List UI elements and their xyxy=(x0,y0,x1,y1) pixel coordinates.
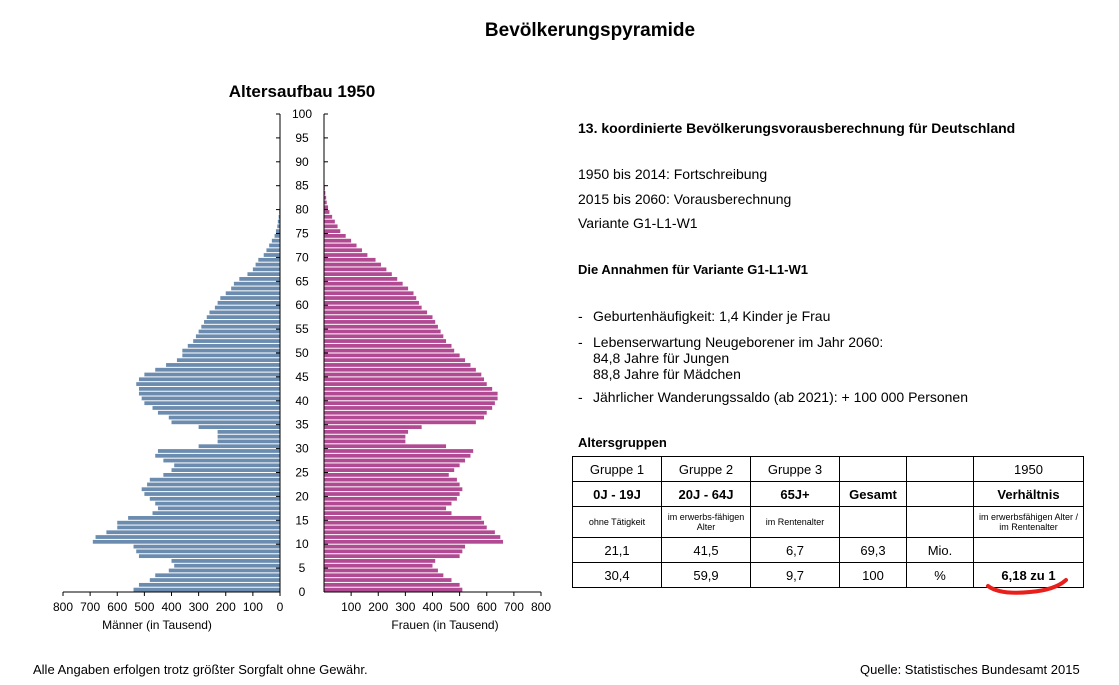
female-bar xyxy=(324,267,386,271)
age-tick-label: 50 xyxy=(295,346,309,360)
male-bar xyxy=(158,449,280,453)
male-bar xyxy=(155,454,280,458)
male-bar xyxy=(209,310,280,314)
male-bar xyxy=(218,435,280,439)
male-bar xyxy=(276,229,280,233)
table-cell: 21,1 xyxy=(573,538,662,563)
table-cell: % xyxy=(907,563,974,588)
x-tick-label: 400 xyxy=(161,600,182,614)
projection-heading: 13. koordinierte Bevölkerungsvorausberechnung für Deutschland xyxy=(578,120,1016,136)
female-bar xyxy=(324,368,476,372)
female-bar xyxy=(324,277,397,281)
table-row xyxy=(573,507,1084,538)
age-groups-heading: Altersgruppen xyxy=(578,435,667,450)
female-bar xyxy=(324,425,422,429)
female-bar xyxy=(324,397,498,401)
female-bar xyxy=(324,468,454,472)
male-bar xyxy=(153,511,280,515)
male-bar xyxy=(182,349,280,353)
table-row xyxy=(573,563,1084,588)
female-bar xyxy=(324,487,462,491)
female-bar xyxy=(324,229,340,233)
female-bar xyxy=(324,306,422,310)
female-bar xyxy=(324,559,435,563)
female-bar xyxy=(324,588,462,592)
x-tick-label: 100 xyxy=(242,600,263,614)
male-bar xyxy=(199,444,280,448)
male-bar xyxy=(266,248,280,252)
female-bar xyxy=(324,430,408,434)
x-tick-label: 800 xyxy=(52,600,74,614)
table-cell xyxy=(840,457,907,482)
female-bar xyxy=(324,435,405,439)
male-bar xyxy=(199,330,280,334)
age-tick-label: 95 xyxy=(295,130,309,145)
male-bar xyxy=(204,320,280,324)
table-row xyxy=(573,538,1084,563)
male-bar xyxy=(199,425,280,429)
male-bar xyxy=(172,559,281,563)
male-bar xyxy=(207,315,280,319)
table-cell: ohne Tätigkeit xyxy=(573,507,662,538)
male-bar xyxy=(172,420,281,424)
table-cell: im erwerbs-fähigen Alter xyxy=(662,507,751,538)
male-bar xyxy=(169,416,280,420)
male-bar xyxy=(139,554,280,558)
female-bar xyxy=(324,258,376,262)
table-row xyxy=(573,482,1084,507)
table-cell: Gruppe 2 xyxy=(662,457,751,482)
female-bar xyxy=(324,272,392,276)
male-bar xyxy=(93,540,280,544)
female-bar xyxy=(324,497,457,501)
age-tick-label: 55 xyxy=(295,322,309,337)
male-bar xyxy=(269,244,280,248)
table-cell: 41,5 xyxy=(662,538,751,563)
female-bar xyxy=(324,234,346,238)
male-bar xyxy=(218,301,280,305)
female-bar xyxy=(324,239,351,243)
female-bar xyxy=(324,287,408,291)
male-bar xyxy=(136,549,280,553)
female-bar xyxy=(324,373,481,377)
male-bar xyxy=(234,282,280,286)
female-bar xyxy=(324,416,484,420)
female-bar xyxy=(324,406,492,410)
female-bar xyxy=(324,349,454,353)
age-groups-table xyxy=(572,456,1084,588)
male-bar xyxy=(139,583,280,587)
assumption-subline-boys: 84,8 Jahre für Jungen xyxy=(593,350,730,366)
female-bar xyxy=(324,521,484,525)
male-bar xyxy=(172,468,281,472)
table-cell: im Rentenalter xyxy=(751,507,840,538)
table-cell: im erwerbsfähigen Alter / im Rentenalter xyxy=(974,507,1084,538)
male-bar xyxy=(177,358,280,362)
age-tick-label: 70 xyxy=(295,250,309,265)
male-bar xyxy=(117,526,280,530)
female-bar xyxy=(324,377,484,381)
female-bar xyxy=(324,573,443,577)
female-bar xyxy=(324,282,403,286)
male-bar xyxy=(128,516,280,520)
female-bar xyxy=(324,325,438,329)
table-cell: 69,3 xyxy=(840,538,907,563)
assumption-text: Lebenserwartung Neugeborener im Jahr 2060: xyxy=(593,334,884,350)
female-bar xyxy=(324,540,503,544)
bullet-dash: - xyxy=(578,389,583,405)
x-tick-label: 300 xyxy=(188,600,209,614)
age-tick-label: 60 xyxy=(295,298,309,313)
male-bar xyxy=(144,401,280,405)
female-bar xyxy=(324,459,465,463)
x-tick-label: 700 xyxy=(80,600,101,614)
age-tick-label: 25 xyxy=(295,465,309,480)
table-cell: Mio. xyxy=(907,538,974,563)
female-bar xyxy=(324,253,367,257)
female-bar xyxy=(324,554,460,558)
female-bar xyxy=(324,339,446,343)
female-bar xyxy=(324,502,451,506)
male-bar xyxy=(174,463,280,467)
x-tick-label: 300 xyxy=(395,600,416,614)
female-bar xyxy=(324,526,487,530)
chart-title: Altersaufbau 1950 xyxy=(228,82,376,101)
table-cell: 6,7 xyxy=(751,538,840,563)
male-bar xyxy=(253,267,280,271)
female-bar xyxy=(324,454,470,458)
male-bar xyxy=(142,397,280,401)
assumption-subline-girls: 88,8 Jahre für Mädchen xyxy=(593,366,741,382)
male-bar xyxy=(220,296,280,300)
female-bar xyxy=(324,440,405,444)
table-cell: Gruppe 1 xyxy=(573,457,662,482)
male-bar xyxy=(153,406,280,410)
female-bar xyxy=(324,382,487,386)
x-tick-label: 800 xyxy=(530,600,552,614)
age-tick-label: 85 xyxy=(295,178,309,193)
male-bar xyxy=(215,306,280,310)
male-bar xyxy=(139,387,280,391)
assumption-text: Jährlicher Wanderungssaldo (ab 2021): + 100 000 Personen xyxy=(593,389,968,405)
female-bar xyxy=(324,492,460,496)
female-bar xyxy=(324,401,495,405)
female-bar xyxy=(324,473,449,477)
female-bar xyxy=(324,354,460,358)
info-line-1: 1950 bis 2014: Fortschreibung xyxy=(578,166,768,182)
female-bar xyxy=(324,478,457,482)
male-bar xyxy=(256,263,280,267)
table-cell xyxy=(907,457,974,482)
male-bar xyxy=(275,234,280,238)
male-bar xyxy=(134,588,280,592)
female-bar xyxy=(324,516,481,520)
female-bar xyxy=(324,363,470,367)
female-bar xyxy=(324,301,419,305)
population-pyramid-chart xyxy=(0,0,560,640)
age-tick-label: 15 xyxy=(295,513,309,528)
table-cell: 30,4 xyxy=(573,563,662,588)
female-bar xyxy=(324,564,433,568)
male-bar xyxy=(163,473,280,477)
male-bar xyxy=(142,487,280,491)
male-bar xyxy=(226,291,280,295)
x-tick-label: 0 xyxy=(276,600,284,614)
male-bar xyxy=(264,253,280,257)
x-axis-labels xyxy=(53,600,551,614)
table-cell: 100 xyxy=(840,563,907,588)
assumption-migration xyxy=(578,389,968,405)
age-tick-label: 80 xyxy=(295,202,309,217)
female-bar xyxy=(324,511,451,515)
age-tick-label: 90 xyxy=(295,154,309,169)
x-tick-label: 200 xyxy=(368,600,389,614)
age-tick-label: 45 xyxy=(295,369,309,384)
male-bar xyxy=(144,492,280,496)
female-bar xyxy=(324,344,451,348)
female-bar xyxy=(324,315,433,319)
age-axis-labels xyxy=(292,107,312,599)
male-bar xyxy=(182,354,280,358)
male-bar xyxy=(139,377,280,381)
female-bar xyxy=(324,330,441,334)
male-bars xyxy=(93,196,280,592)
info-line-3: Variante G1-L1-W1 xyxy=(578,215,698,231)
male-bar xyxy=(188,344,280,348)
female-bar xyxy=(324,578,451,582)
female-bar xyxy=(324,291,414,295)
age-tick-label: 30 xyxy=(295,441,309,456)
male-bar xyxy=(106,530,280,534)
female-axis-label: Frauen (in Tausend) xyxy=(391,618,499,632)
table-cell xyxy=(907,507,974,538)
info-line-2: 2015 bis 2060: Vorausberechnung xyxy=(578,191,792,207)
male-bar xyxy=(117,521,280,525)
table-row xyxy=(573,457,1084,482)
female-bar xyxy=(324,334,443,338)
bullet-dash: - xyxy=(578,308,583,324)
male-bar xyxy=(139,392,280,396)
male-bar xyxy=(163,459,280,463)
x-tick-label: 100 xyxy=(341,600,362,614)
male-bar xyxy=(193,339,280,343)
male-bar xyxy=(155,368,280,372)
female-bar xyxy=(324,392,498,396)
age-tick-label: 5 xyxy=(298,561,306,576)
male-bar xyxy=(136,382,280,386)
male-bar xyxy=(147,483,280,487)
male-axis-label: Männer (in Tausend) xyxy=(102,618,212,632)
table-cell: 65J+ xyxy=(751,482,840,507)
female-bar xyxy=(324,506,446,510)
male-bar xyxy=(166,363,280,367)
female-bar xyxy=(324,483,460,487)
male-bar xyxy=(247,272,280,276)
assumptions-heading: Die Annahmen für Variante G1-L1-W1 xyxy=(578,262,808,277)
x-tick-label: 600 xyxy=(107,600,128,614)
female-bar xyxy=(324,583,460,587)
male-bar xyxy=(201,325,280,329)
table-cell: Verhältnis xyxy=(974,482,1084,507)
table-cell xyxy=(974,538,1084,563)
male-bar xyxy=(134,545,280,549)
table-cell: 9,7 xyxy=(751,563,840,588)
age-tick-label: 10 xyxy=(295,537,309,552)
x-tick-label: 700 xyxy=(503,600,524,614)
table-cell: 1950 xyxy=(974,457,1084,482)
female-bar xyxy=(324,569,438,573)
female-bar xyxy=(324,310,427,314)
female-bar xyxy=(324,205,328,209)
male-bar xyxy=(218,430,280,434)
ratio-value: 6,18 zu 1 xyxy=(974,563,1084,588)
assumption-fertility xyxy=(578,308,830,324)
male-bar xyxy=(231,287,280,291)
x-tick-label: 600 xyxy=(476,600,497,614)
bullet-dash: - xyxy=(578,334,583,350)
female-bar xyxy=(324,220,335,224)
male-bar xyxy=(150,578,280,582)
table-cell xyxy=(840,507,907,538)
female-bar xyxy=(324,210,329,214)
x-tick-label: 500 xyxy=(449,600,470,614)
female-bar xyxy=(324,248,362,252)
female-bar xyxy=(324,535,500,539)
male-bar xyxy=(218,440,280,444)
age-tick-label: 0 xyxy=(298,585,306,599)
male-bar xyxy=(150,478,280,482)
table-cell: 59,9 xyxy=(662,563,751,588)
age-tick-label: 20 xyxy=(295,489,309,504)
female-bar xyxy=(324,463,460,467)
assumption-life-expectancy xyxy=(578,334,883,382)
male-bar xyxy=(155,573,280,577)
age-tick-label: 75 xyxy=(295,226,309,241)
table-cell: Gesamt xyxy=(840,482,907,507)
female-bar xyxy=(324,530,495,534)
assumption-text: Geburtenhäufigkeit: 1,4 Kinder je Frau xyxy=(593,308,831,324)
female-bar xyxy=(324,545,465,549)
male-bar xyxy=(239,277,280,281)
female-bar xyxy=(324,215,332,219)
age-tick-label: 40 xyxy=(295,393,309,408)
male-bar xyxy=(96,535,280,539)
table-cell xyxy=(907,482,974,507)
female-bar xyxy=(324,296,416,300)
female-bar xyxy=(324,358,465,362)
age-tick-label: 100 xyxy=(291,107,313,121)
page-title: Bevölkerungspyramide xyxy=(484,20,696,41)
female-bar xyxy=(324,224,338,228)
female-bar xyxy=(324,387,492,391)
male-bar xyxy=(272,239,280,243)
x-tick-label: 400 xyxy=(422,600,443,614)
male-bar xyxy=(258,258,280,262)
source-text: Quelle: Statistisches Bundesamt 2015 xyxy=(860,662,1080,677)
table-cell: Gruppe 3 xyxy=(751,457,840,482)
male-bar xyxy=(169,569,280,573)
female-bar xyxy=(324,244,357,248)
age-tick-label: 35 xyxy=(295,417,309,432)
female-bar xyxy=(324,449,473,453)
female-bar xyxy=(324,420,476,424)
table-cell: 20J - 64J xyxy=(662,482,751,507)
male-bar xyxy=(158,506,280,510)
x-tick-label: 200 xyxy=(215,600,236,614)
male-bar xyxy=(144,373,280,377)
female-bars xyxy=(324,172,503,592)
male-bar xyxy=(196,334,280,338)
female-bar xyxy=(324,411,487,415)
female-bar xyxy=(324,263,381,267)
male-bar xyxy=(158,411,280,415)
female-bar xyxy=(324,549,462,553)
age-tick-label: 65 xyxy=(295,274,309,289)
male-bar xyxy=(155,502,280,506)
male-bar xyxy=(150,497,280,501)
female-bar xyxy=(324,444,446,448)
table-cell: 0J - 19J xyxy=(573,482,662,507)
female-bar xyxy=(324,320,435,324)
male-bar xyxy=(174,564,280,568)
disclaimer-text: Alle Angaben erfolgen trotz größter Sorgfalt ohne Gewähr. xyxy=(33,662,368,677)
x-tick-label: 500 xyxy=(134,600,155,614)
